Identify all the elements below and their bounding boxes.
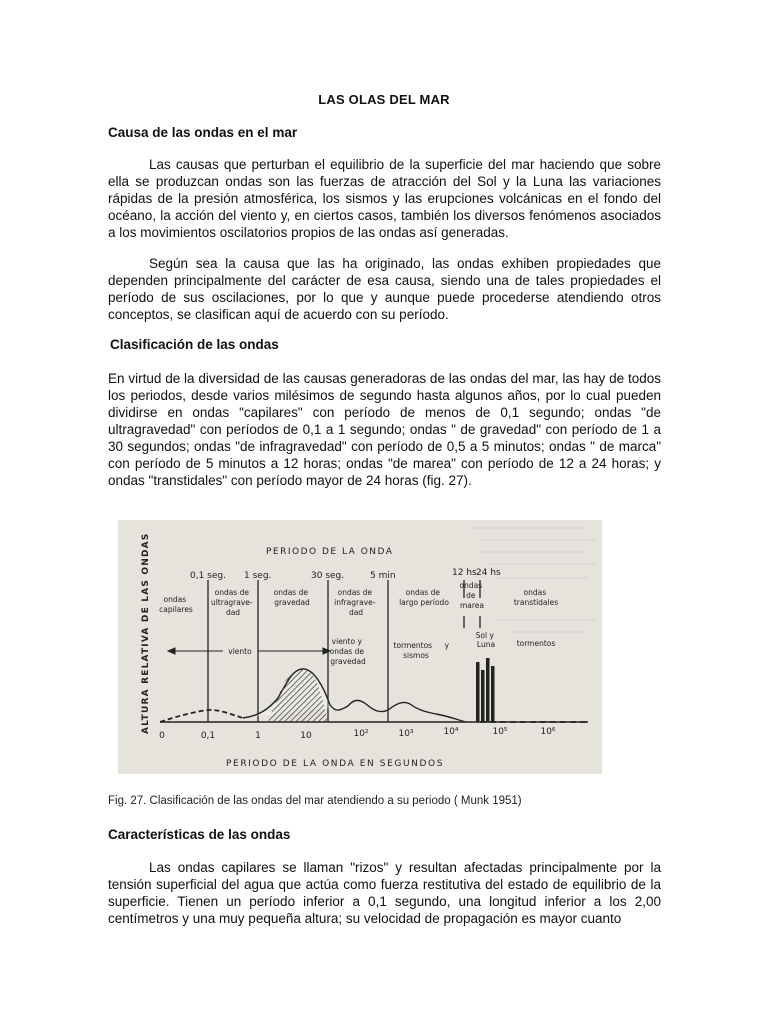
top-tick-01s: 0,1 seg.	[190, 571, 226, 581]
top-tick-5min: 5 min	[370, 571, 396, 581]
paragraph-causa-1: Las causas que perturban el equilibrio de la superficie del mar haciendo que sobre ella se produzcan ondas son las fuerzas de atracción del Sol y la Luna las variaciones rápidas de la presión atmosférica, los sismos y las erupciones volcánicas en el fondo del océano, la acción del viento y, en ciertos casos, también los diversos fenómenos asociados a los movimientos oscilatorios propios de las ondas así generadas.	[108, 157, 661, 240]
page-title: LAS OLAS DEL MAR	[318, 92, 450, 107]
bottom-tick-1e2: 10²	[353, 729, 369, 739]
category-capilares: ondas capilares	[159, 595, 193, 614]
category-marea: ondas de marea	[459, 581, 485, 610]
cause-tormentos-sismos: tormentos y sismos	[393, 641, 450, 660]
figure-caption: Fig. 27. Clasificación de las ondas del mar atendiendo a su periodo ( Munk 1951)	[108, 795, 522, 807]
bottom-tick-0: 0	[159, 731, 165, 741]
paragraph-causa-2: Según sea la causa que las ha originado, las ondas exhiben propiedades que dependen principalmente del carácter de esa causa, siendo una de tales propiedades el período de sus oscilaciones, por lo que y aunque puede procederse atendiendo otros conceptos, se clasifican aquí de acuerdo con su período.	[108, 256, 661, 322]
cause-tormentos: tormentos	[516, 639, 556, 648]
capillary-curve	[160, 710, 243, 722]
y-axis-label: ALTURA RELATIVA DE LAS ONDAS	[141, 532, 151, 734]
wave-classification-diagram	[118, 520, 602, 774]
figure-27-image	[118, 520, 602, 774]
top-tick-1s: 1 seg.	[244, 571, 272, 581]
top-tick-30s: 30 seg.	[311, 571, 345, 581]
cause-sol-luna: Sol y Luna	[475, 631, 496, 649]
top-axis-title: PERIODO DE LA ONDA	[266, 547, 394, 557]
paragraph-caracteristicas: Las ondas capilares se llaman "rizos" y resultan afectadas principalmente por la tensión superficial del agua que actúa como fuerza restitutiva del estado de equilibrio de la superficie. Tienen un período inferior a 0,1 segundo, una longitud inferior a los 2,00 centímetros y una muy pequeña altura; su velocidad de propagación es mayor cuanto	[108, 860, 661, 926]
bottom-tick-01: 0,1	[200, 731, 216, 741]
category-ultragravedad: ondas de ultragrave- dad	[210, 588, 253, 617]
category-largo-periodo: ondas de largo período	[399, 588, 449, 607]
bottom-tick-10: 10	[300, 731, 312, 741]
cause-viento-gravedad: viento y ondas de gravedad	[329, 637, 366, 666]
section-heading-caracteristicas: Características de las ondas	[108, 827, 291, 842]
bottom-tick-1e6: 10⁶	[540, 727, 556, 737]
bottom-tick-1e3: 10³	[398, 729, 414, 739]
category-transtidales: ondas transtidales	[513, 588, 559, 607]
bottom-tick-1: 1	[255, 731, 261, 741]
bottom-tick-1e5: 10⁵	[492, 727, 508, 737]
gravity-hump-hatch	[268, 670, 328, 722]
section-heading-clasificacion: Clasificación de las ondas	[110, 337, 279, 352]
cause-viento: viento	[228, 647, 252, 656]
top-tick-24hs: 24 hs	[476, 568, 501, 578]
section-heading-causa: Causa de las ondas en el mar	[108, 125, 298, 140]
infragravity-curve	[348, 700, 466, 722]
category-infragravedad: ondas de infragrave- dad	[334, 588, 376, 617]
paragraph-clasificacion: En virtud de la diversidad de las causas generadoras de las ondas del mar, las hay de todos los periodos, desde varios milésimos de segundo hasta algunos años, por lo cual pueden dividirse en ondas "capilares" con período de menos de 0,1 segundo; ondas "de ultragravedad" con períodos de 0,1 a 1 segundo; ondas " de gravedad" con período de 1 a 30 segundos; ondas "de infragravedad" con período de 0,5 a 5 minutos; ondas " de marca" con período de 5 minutos a 12 horas; ondas "de marea" con período de 12 a 24 horas; y ondas "transtidales" con período mayor de 24 horas (fig. 27).	[108, 371, 661, 488]
tidal-spikes	[476, 658, 495, 722]
x-axis-label: PERIODO DE LA ONDA EN SEGUNDOS	[226, 759, 445, 769]
category-gravedad: ondas de gravedad	[273, 588, 310, 607]
top-tick-12hs: 12 hs	[452, 568, 477, 578]
bottom-tick-1e4: 10⁴	[443, 727, 459, 737]
